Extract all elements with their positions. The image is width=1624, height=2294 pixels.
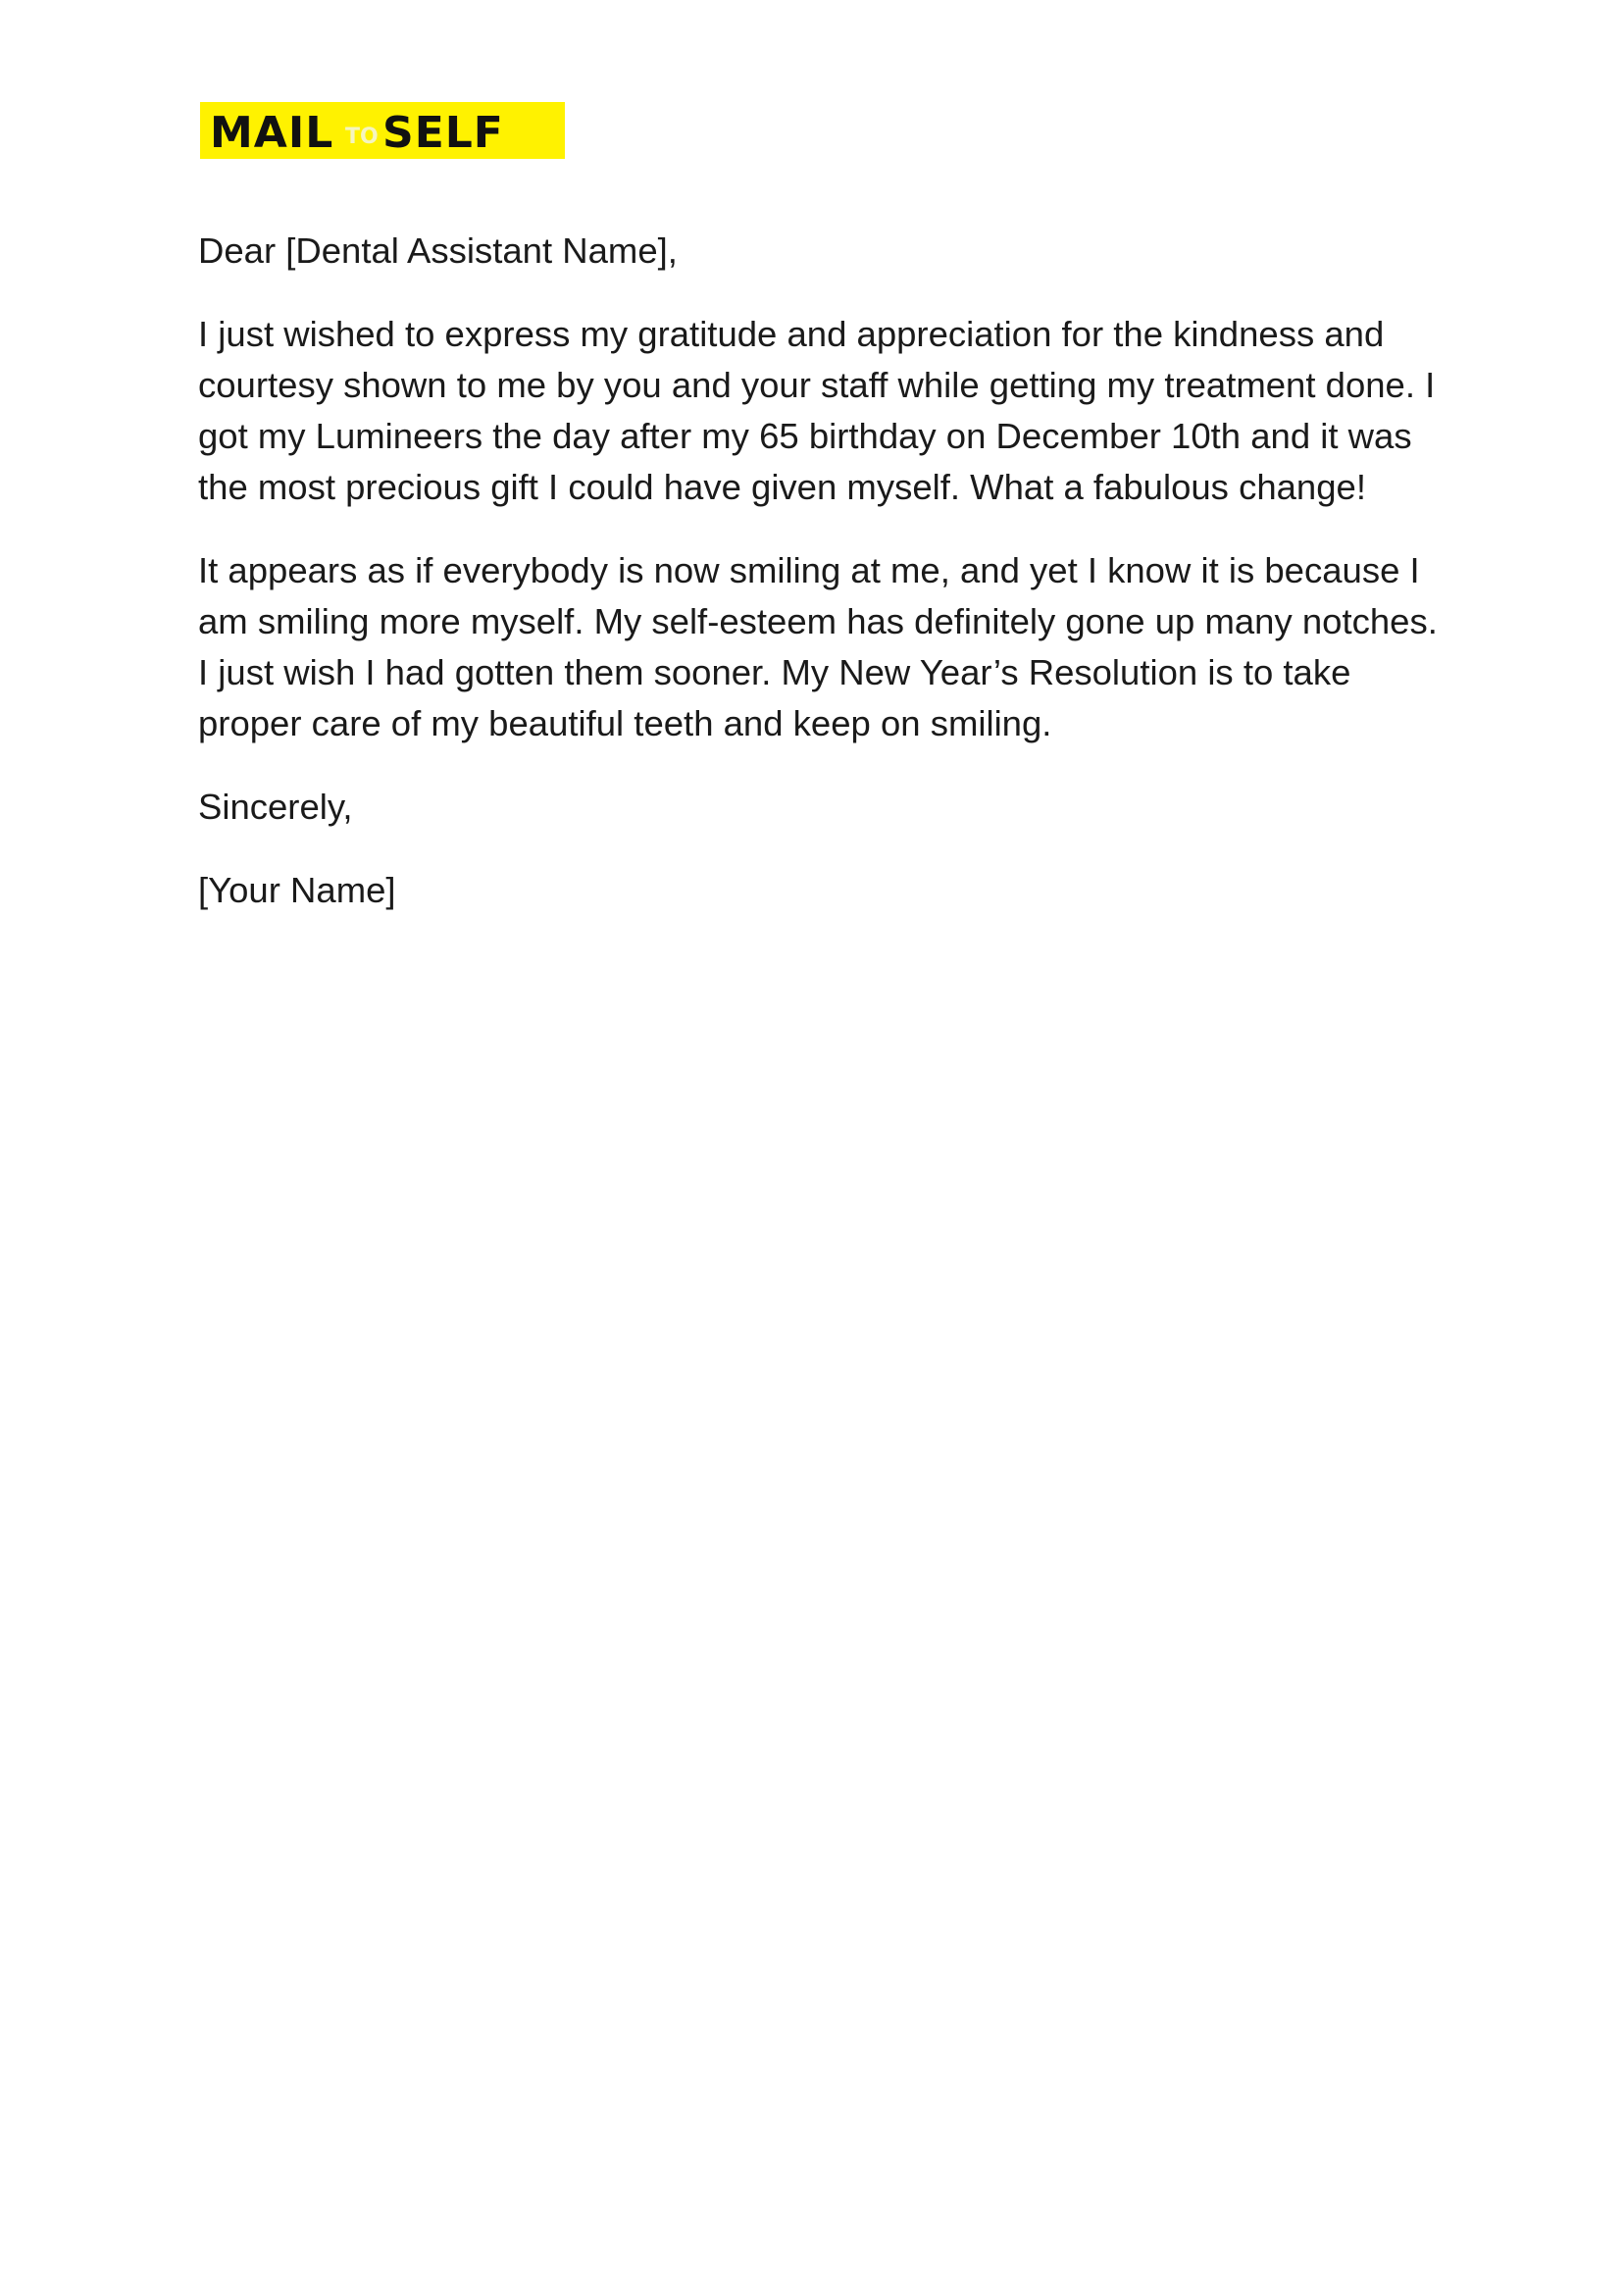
closing: Sincerely, — [198, 787, 353, 827]
paragraph-2: It appears as if everybody is now smiling at me, and yet I know it is because I am smiling more myself. My self-esteem has definitely gone up many notches. I just wish I had gotten them sooner. My New Year’s Resolution is to take proper care of my beautiful teeth and keep on smiling. — [198, 550, 1438, 743]
signature: [Your Name] — [198, 870, 396, 910]
logo-text-mail: MAIL — [210, 108, 334, 155]
logo-text-to: TO — [345, 125, 379, 149]
brand-logo — [200, 102, 565, 159]
paragraph-1: I just wished to express my gratitude and appreciation for the kindness and courtesy shown to me by you and your staff while getting my treatment done. I got my Lumineers the day after my 65 birthday on December 10th and it was the most precious gift I could have given myself. What a fabulous change! — [198, 314, 1436, 507]
letter-body — [198, 226, 1444, 948]
logo-wordmark — [206, 106, 559, 155]
salutation: Dear [Dental Assistant Name], — [198, 230, 678, 271]
logo-text-self: SELF — [382, 108, 504, 155]
